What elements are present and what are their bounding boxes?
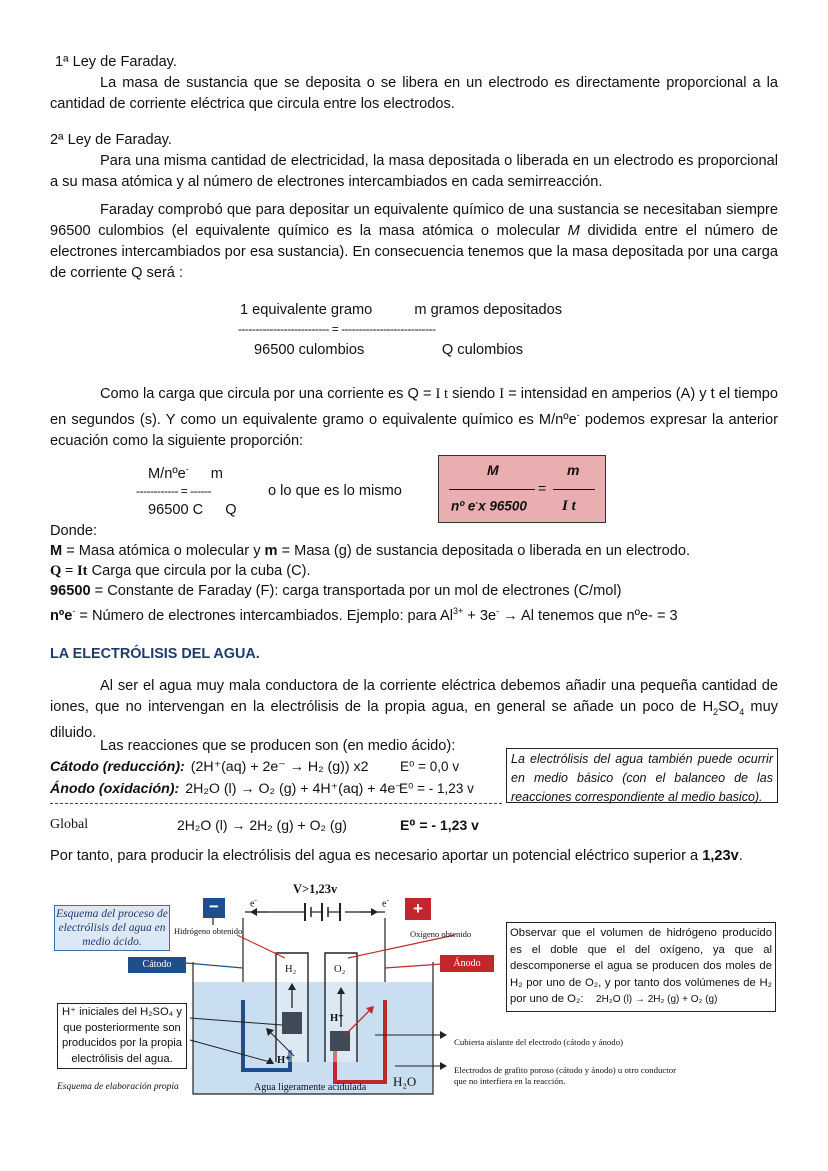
water-intro: Al ser el agua muy mala conductora de la corriente eléctrica debemos añadir una pequeña cantidad de iones, que no intervengan en la electrólisis de la propia agua, en general se añade un poco de $H_2SO_4$ muy diluido. [50,678,779,741]
equation-proportion: 1 equivalente gramo m gramos depositados -------------------------- = --------------------------- 96500 culombios Q culombios [238,302,562,358]
law1-text: La masa de sustancia que se deposita o se libera en un electrodo es directamente proporcional a la cantidad de corriente eléctrica que circula entre los electrodos. [50,75,778,112]
cathode-electrode [282,1012,302,1034]
electron-left: e- [250,896,257,910]
ions-note: H⁺ iniciales del H₂SO₄ y que posteriormente son producidos por la propia electrólisis del agua. [57,1003,187,1069]
same-as-text: o lo que es lo mismo [268,483,402,499]
cover-label: Cubierta aislante del electrodo (cátodo y ánodo) [454,1037,624,1047]
definitions: Donde: M = Masa atómica o molecular y m = Masa (g) de sustancia depositada o liberada en un electrodo. Q = It Carga que circula por la cuba (C). 96500 = Constante de Faraday (F): carga transportada por un mol de electrones (C/mol) nºe- = Número de electrones intercambiados. Ejemplo: para $Al^{3+} + 3e^- \to Al$ tenemos que nºe- = 3 [50,523,691,624]
cathode-potential: E⁰ = 0,0 v [400,759,460,774]
law2-title: 2ª Ley de Faraday. [50,132,172,148]
faraday-paragraph: Faraday comprobó que para depositar un equivalente químico de una sustancia se necesitaban siempre 96500 culombios (el equivalente químico es la masa atómica o molecular M dividida entre el número de electrones intercambiados por esa sustancia). En consecuencia tenemos que la masa depositada por una carga de corriente Q será : [50,202,778,281]
cathode-reaction: Cátodo (reducción): (2H⁺(aq) + 2e⁻ → H₂ (g)) x2 [50,759,369,775]
water-label: Agua ligeramente acidulada [254,1082,367,1093]
hydrogen-obtained-label: Hidrógeno obtenido [174,926,243,936]
anode-label: Ánodo [440,955,494,972]
volume-note: Observar que el volumen de hidrógeno producido es el doble que el del oxígeno, ya que al descomponerse el agua se producen dos moles de H₂ por uno de O₂, y por tanto dos volúmenes de H₂ por uno de O₂: 2H₂O (l) → 2H₂ (g) + O₂ (g) [506,922,776,1012]
water-formula: H₂O [393,1074,417,1089]
o2-label: O₂ [334,964,346,975]
diagram-title: Esquema del proceso de electrólisis del agua en medio ácido. [54,905,170,951]
h2-label: H₂ [285,964,297,975]
global-reaction: 2H₂O (l) → 2H₂ (g) + O₂ (g) [177,817,347,833]
credit: Esquema de elaboración propia [57,1082,179,1092]
minus-sign: − [209,897,219,916]
cathode-label: Cátodo [128,957,186,973]
hplus-label-2: H⁺ [277,1055,291,1066]
section-heading: LA ELECTRÓLISIS DEL AGUA. [50,646,260,662]
voltage-label: V>1,23v [293,882,338,896]
electron-right: e- [382,896,389,910]
conclusion: Por tanto, para producir la electrólisis del agua es necesario aportar un potencial eléctrico superior a 1,23v. [50,848,743,864]
anode-electrode [330,1031,350,1051]
divider [50,803,502,804]
law1-title: 1ª Ley de Faraday. [55,54,177,70]
oxygen-obtained-label: Oxígeno obtenido [410,929,472,939]
formula-box: M m = nº e-x 96500 I t [438,455,606,523]
anode-potential: E⁰ = - 1,23 v [399,781,474,796]
basic-medium-note: La electrólisis del agua también puede ocurrir en medio básico (con el balanceo de las reacciones correspondiente al medio basico). [506,748,778,803]
hplus-label: H⁺ [330,1013,344,1024]
charge-paragraph: Como la carga que circula por una corriente es Q = I t siendo I = intensidad en amperios (A) y t el tiempo en segundos (s). Y como un equivalente gramo o equivalente químico es M/nºe- podemos expresar la anterior ecuación como la siguiente proporción: [50,386,778,449]
global-label: Global [50,817,89,832]
plus-sign: + [413,899,423,918]
anode-reaction: Ánodo (oxidación): 2H₂O (l) → O₂ (g) + 4H⁺(aq) + 4e⁻ [50,781,403,797]
reactions-intro: Las reacciones que se producen son (en medio ácido): [100,738,456,754]
global-potential: E⁰ = - 1,23 v [400,817,479,833]
law2-text: Para una misma cantidad de electricidad, la masa depositada o liberada en un electrodo es proporcional a su masa atómica y al número de electrones intercambiados en cada semirreacción. [50,153,778,190]
equation-proportion-2: M/nºe- m ------------ = ------ 96500 C Q [136,464,237,518]
electrodes-label: Electrodos de grafito poroso (cátodo y ánodo) u otro conductor que no interfiera en la reacción. [454,1065,677,1086]
